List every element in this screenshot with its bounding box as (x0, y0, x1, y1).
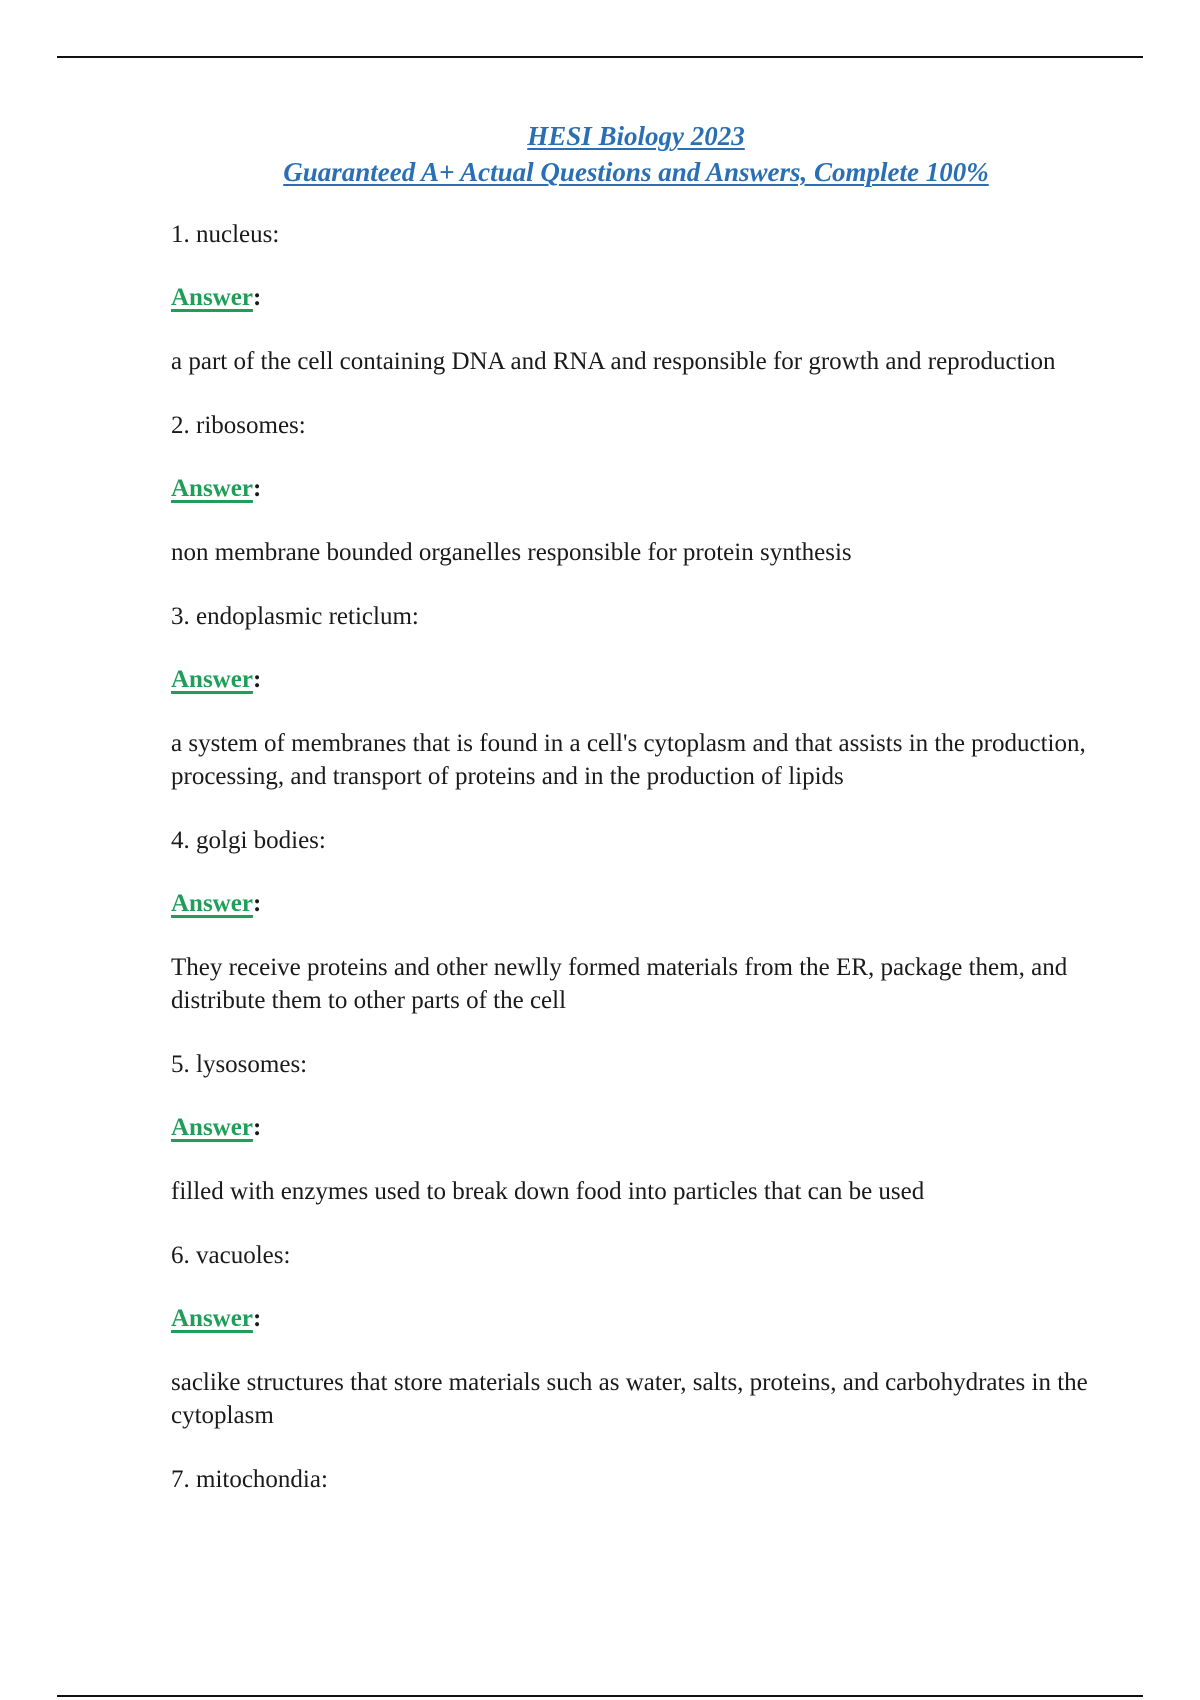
qa-item (171, 600, 1091, 793)
answer-label: Answer: (171, 284, 262, 311)
question: 5. lysosomes: (171, 1051, 308, 1078)
question: 1. nucleus: (171, 221, 280, 248)
question: 6. vacuoles: (171, 1242, 291, 1269)
answer-label: Answer: (171, 666, 262, 693)
qa-item (171, 824, 1091, 1017)
answer-text: non membrane bounded organelles responsible for protein synthesis (171, 539, 852, 566)
answer-text: They receive proteins and other newlly formed materials from the ER, package them, and distribute them to other parts of the cell (171, 954, 1068, 1014)
answer-label: Answer: (171, 475, 262, 502)
answer-label: Answer: (171, 1114, 262, 1141)
question: 3. endoplasmic reticlum: (171, 603, 419, 630)
title-line-1: HESI Biology 2023 (527, 121, 745, 151)
qa-item (171, 218, 1091, 378)
bottom-rule (57, 1695, 1143, 1697)
title-line-2: Guaranteed A+ Actual Questions and Answers, Complete 100% (283, 157, 989, 187)
qa-item (171, 1048, 1091, 1208)
answer-text: a system of membranes that is found in a cell's cytoplasm and that assists in the production, processing, and transport of proteins and in the production of lipids (171, 730, 1086, 790)
answer-label: Answer: (171, 1305, 262, 1332)
question: 7. mitochondia: (171, 1466, 328, 1493)
question: 2. ribosomes: (171, 412, 306, 439)
document-title (0, 118, 1200, 190)
answer-text: filled with enzymes used to break down food into particles that can be used (171, 1178, 925, 1205)
top-rule (57, 56, 1143, 58)
qa-item (171, 1463, 1091, 1496)
qa-item (171, 1239, 1091, 1432)
qa-item (171, 409, 1091, 569)
question: 4. golgi bodies: (171, 827, 326, 854)
answer-text: saclike structures that store materials such as water, salts, proteins, and carbohydrates in the cytoplasm (171, 1369, 1088, 1429)
answer-text: a part of the cell containing DNA and RNA and responsible for growth and reproduction (171, 348, 1056, 375)
qa-list (171, 218, 1091, 1496)
answer-label: Answer: (171, 890, 262, 917)
